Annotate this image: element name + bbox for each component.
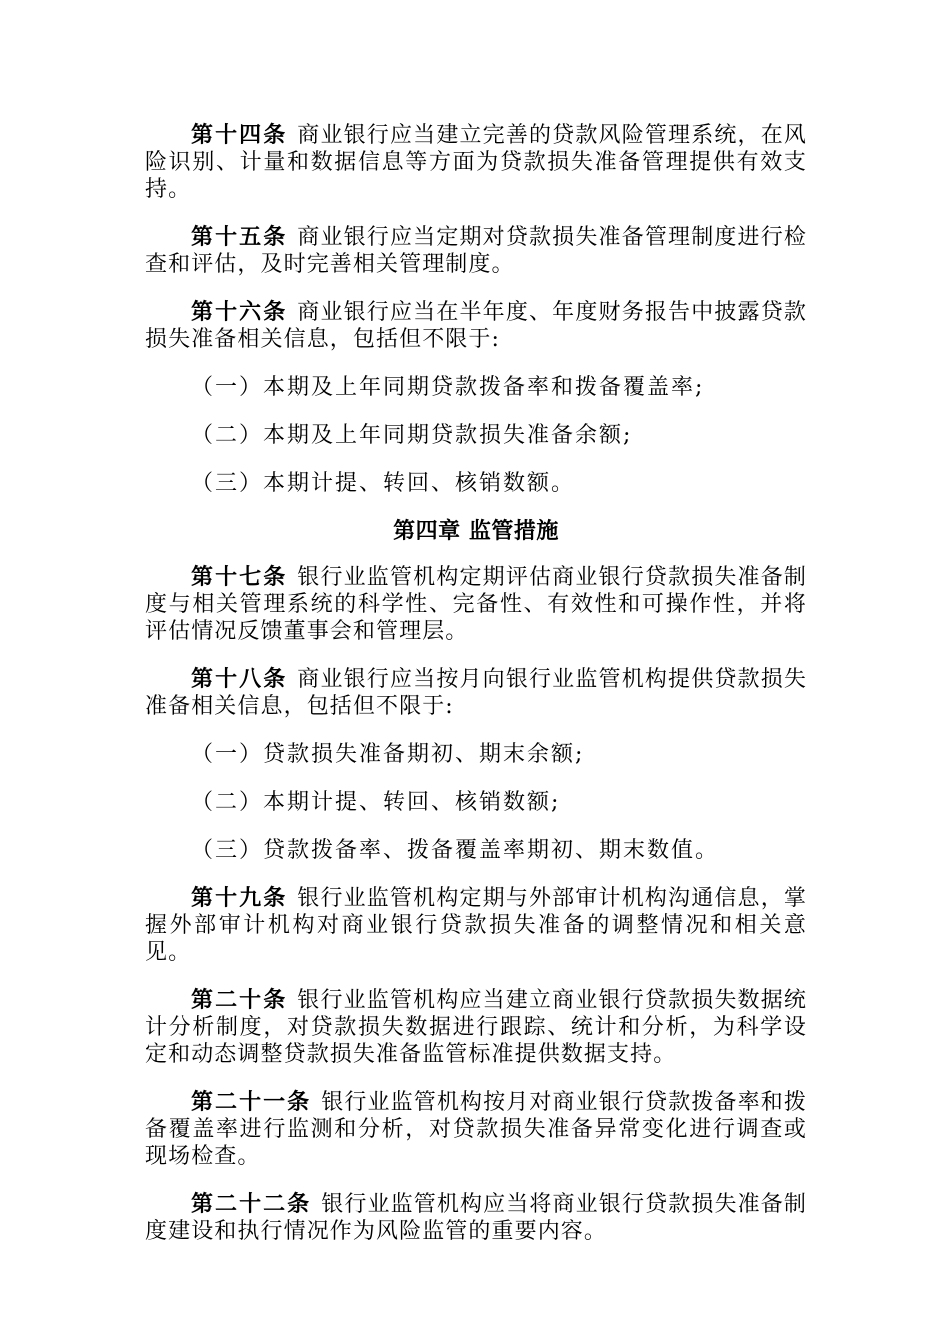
article-text: 商业银行应当按月向银行业监管机构提供贷款损失准备相关信息，包括但不限于:: [145, 667, 807, 719]
article-text: 银行业监管机构定期评估商业银行贷款损失准备制度与相关管理系统的科学性、完备性、有效性和可操作性，并将评估情况反馈董事会和管理层。: [145, 565, 807, 644]
article-21: [145, 1089, 807, 1170]
article-text: 银行业监管机构应当建立商业银行贷款损失数据统计分析制度，对贷款损失数据进行跟踪、统计和分析，为科学设定和动态调整贷款损失准备监管标准提供数据支持。: [145, 988, 807, 1067]
article-text: 银行业监管机构按月对商业银行贷款拨备率和拨备覆盖率进行监测和分析，对贷款损失准备异常变化进行调查或现场检查。: [145, 1090, 807, 1169]
document-body: [145, 122, 807, 1266]
article-16-item-2: （二）本期及上年同期贷款损失准备余额;: [191, 423, 633, 448]
article-title: 第十七条: [191, 565, 288, 590]
article-title: 第二十二条: [191, 1192, 312, 1217]
article-18: [145, 666, 807, 720]
article-title: 第二十条: [191, 988, 288, 1013]
article-title: 第十四条: [191, 123, 288, 148]
article-16-item-3: （三）本期计提、转回、核销数额。: [191, 471, 576, 496]
article-17: [145, 564, 807, 645]
article-text: 商业银行应当定期对贷款损失准备管理制度进行检查和评估，及时完善相关管理制度。: [145, 225, 807, 277]
article-16: [145, 299, 807, 353]
article-text: 银行业监管机构定期与外部审计机构沟通信息，掌握外部审计机构对商业银行贷款损失准备的调整情况和相关意见。: [145, 886, 807, 965]
article-19: [145, 885, 807, 966]
article-18-item-1: （一）贷款损失准备期初、期末余额;: [191, 742, 585, 767]
article-16-item-1: （一）本期及上年同期贷款拨备率和拨备覆盖率;: [191, 375, 705, 400]
article-text: 商业银行应当建立完善的贷款风险管理系统，在风险识别、计量和数据信息等方面为贷款损失准备管理提供有效支持。: [145, 123, 807, 202]
article-18-item-2: （二）本期计提、转回、核销数额;: [191, 790, 561, 815]
article-title: 第十九条: [191, 886, 288, 911]
article-title: 第十五条: [191, 225, 288, 250]
article-18-item-3: （三）贷款拨备率、拨备覆盖率期初、期末数值。: [191, 838, 720, 863]
article-20: [145, 987, 807, 1068]
article-title: 第二十一条: [191, 1090, 312, 1115]
chapter-heading: 第四章 监管措施: [393, 519, 559, 544]
article-15: [145, 224, 807, 278]
article-14: [145, 122, 807, 203]
article-text: 银行业监管机构应当将商业银行贷款损失准备制度建设和执行情况作为风险监管的重要内容。: [145, 1192, 807, 1244]
article-title: 第十八条: [191, 667, 288, 692]
article-22: [145, 1191, 807, 1245]
article-text: 商业银行应当在半年度、年度财务报告中披露贷款损失准备相关信息，包括但不限于:: [145, 300, 807, 352]
article-title: 第十六条: [191, 300, 288, 325]
